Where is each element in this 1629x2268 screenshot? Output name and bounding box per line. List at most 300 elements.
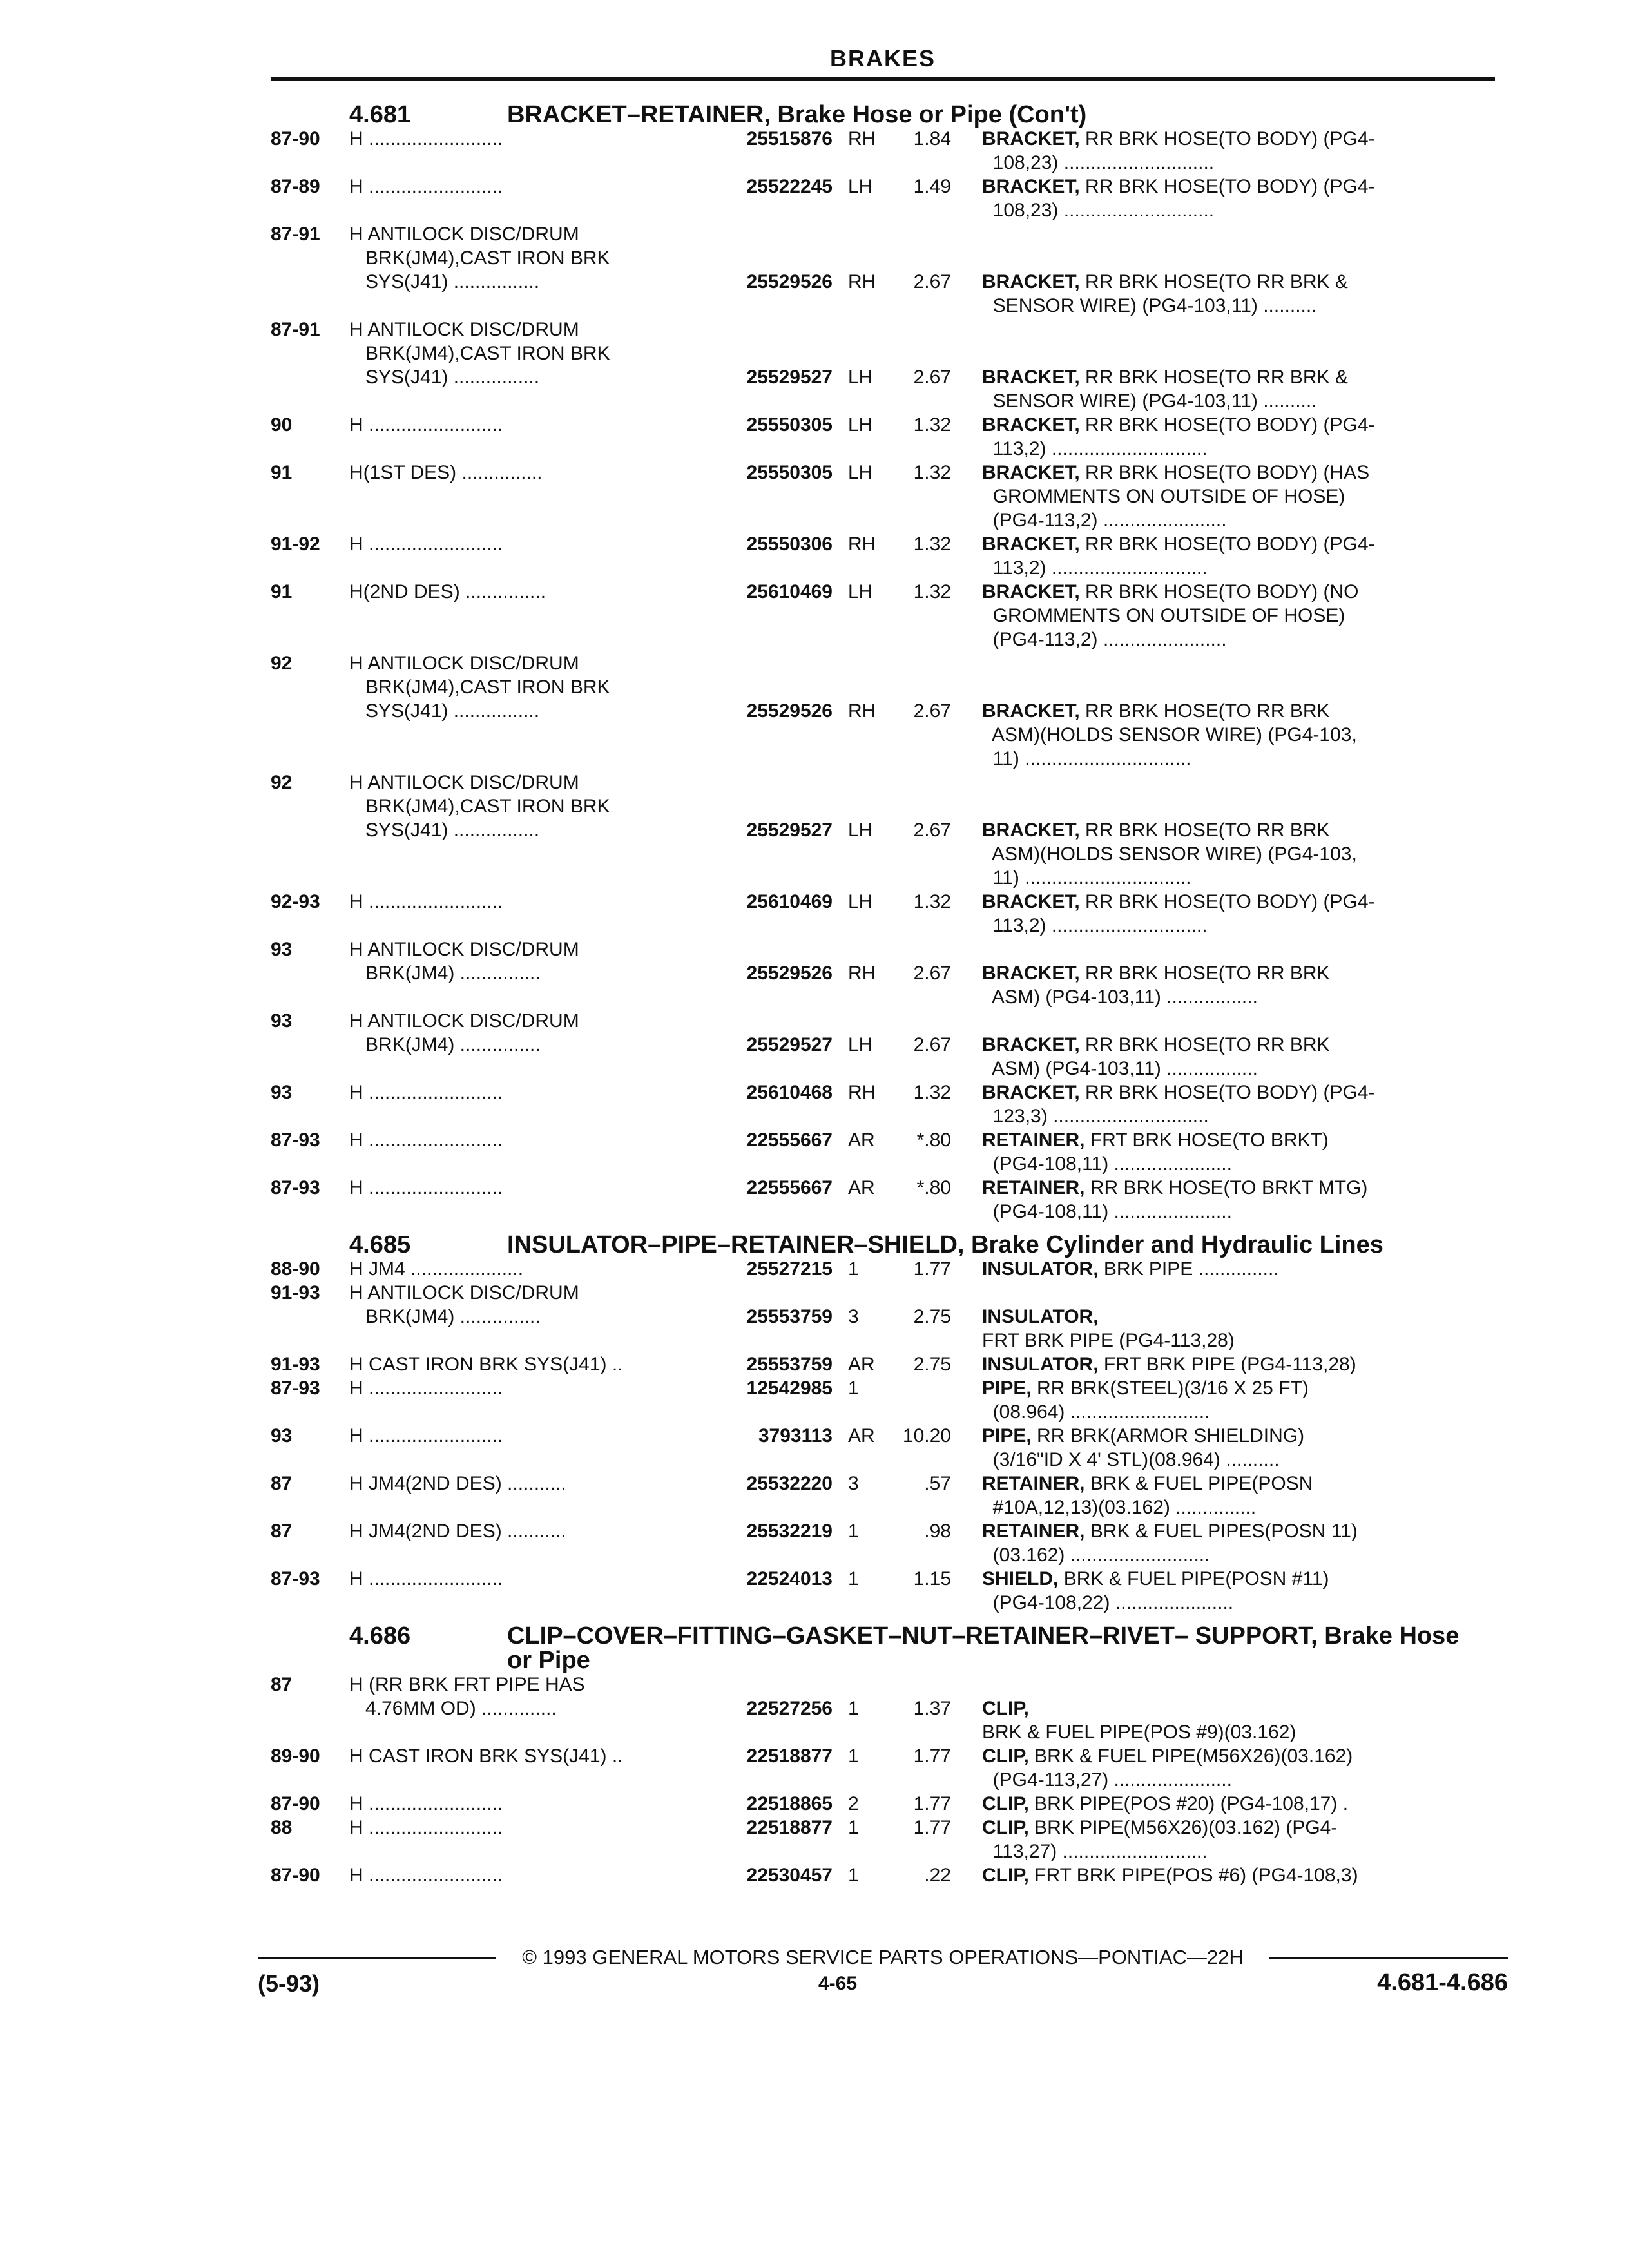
part-name-line: ASM)(HOLDS SENSOR WIRE) (PG4-103, — [982, 724, 1357, 745]
part-number: 22518865 — [746, 1793, 833, 1814]
quantity: LH — [848, 820, 873, 841]
part-name-text: BRK PIPE(POS #20) (PG4-108,17) . — [1034, 1793, 1349, 1814]
part-name-text: RR BRK(ARMOR SHIELDING) — [1037, 1425, 1305, 1446]
part-name-description — [951, 1519, 1452, 1567]
part-name-line — [982, 1472, 1452, 1495]
part-row — [271, 1792, 1495, 1816]
description-line: H ......................... — [349, 533, 503, 555]
quantity: LH — [848, 462, 873, 483]
part-number: 25610469 — [746, 891, 833, 912]
model-years: 91 — [271, 462, 293, 483]
footer-rule-right — [1269, 1957, 1508, 1959]
description-line: 4.76MM OD) .............. — [349, 1698, 557, 1719]
description-line: H ANTILOCK DISC/DRUM — [349, 939, 579, 960]
section-heading — [271, 102, 1495, 127]
model-years: 92 — [271, 653, 293, 674]
application-description — [349, 1816, 715, 1840]
part-name-text: RR BRK HOSE(TO BODY) (PG4- — [1085, 414, 1375, 436]
part-row — [271, 1281, 1495, 1352]
part-name-description — [951, 365, 1452, 413]
description-line: H ......................... — [349, 1817, 503, 1838]
part-name-line — [982, 1305, 1452, 1329]
part-name-lead: BRACKET, — [982, 462, 1080, 483]
application-description — [349, 1176, 715, 1200]
part-row — [271, 1128, 1495, 1176]
description-line: H ......................... — [349, 1425, 503, 1446]
part-row — [271, 651, 1495, 771]
model-years: 91 — [271, 581, 293, 602]
part-row — [271, 1472, 1495, 1519]
part-name-description — [951, 270, 1452, 318]
part-name-line: (PG4-108,22) ...................... — [982, 1592, 1234, 1613]
part-name-line: (PG4-113,2) ....................... — [982, 629, 1227, 650]
model-years: 87-91 — [271, 319, 320, 340]
part-row — [271, 1567, 1495, 1615]
description-line: H ANTILOCK DISC/DRUM — [349, 1282, 579, 1303]
part-number: 22518877 — [746, 1745, 833, 1767]
part-row — [271, 222, 1495, 318]
part-name-line: ASM) (PG4-103,11) ................. — [982, 986, 1258, 1008]
header-rule — [271, 77, 1495, 81]
price: 2.67 — [913, 963, 951, 984]
application-description — [349, 1567, 715, 1591]
price: 2.75 — [913, 1306, 951, 1327]
application-description — [349, 771, 715, 842]
quantity: AR — [848, 1177, 875, 1198]
part-name-text: BRK & FUEL PIPE(M56X26)(03.162) — [1034, 1745, 1353, 1767]
part-number: 25529526 — [746, 700, 833, 722]
footer-rule-left — [258, 1957, 496, 1959]
part-name-lead: BRACKET, — [982, 271, 1080, 293]
part-name-line: 113,2) ............................. — [982, 438, 1208, 459]
price: 1.77 — [913, 1258, 951, 1280]
part-name-description — [951, 1744, 1452, 1792]
part-name-text: RR BRK HOSE(TO RR BRK & — [1085, 271, 1348, 293]
application-description — [349, 1376, 715, 1400]
part-name-line — [982, 461, 1452, 485]
part-name-line — [982, 1744, 1452, 1768]
part-name-text: FRT BRK HOSE(TO BRKT) — [1090, 1129, 1329, 1151]
part-name-line: FRT BRK PIPE (PG4-113,28) — [982, 1330, 1235, 1351]
part-name-lead: BRACKET, — [982, 533, 1080, 555]
description-line: H ANTILOCK DISC/DRUM — [349, 224, 579, 245]
part-row — [271, 461, 1495, 532]
description-line: H JM4(2ND DES) ........... — [349, 1473, 566, 1494]
description-line: BRK(JM4) ............... — [349, 1034, 541, 1055]
price: 1.32 — [913, 891, 951, 912]
part-name-lead: PIPE, — [982, 1425, 1032, 1446]
part-name-description — [951, 890, 1452, 937]
price: 2.67 — [913, 820, 951, 841]
quantity: 1 — [848, 1521, 859, 1542]
part-name-lead: INSULATOR, — [982, 1258, 1099, 1280]
part-name-text: RR BRK HOSE(TO BODY) (PG4- — [1085, 128, 1375, 149]
part-name-line — [982, 1863, 1452, 1887]
part-name-description — [951, 1257, 1452, 1281]
description-line: H ......................... — [349, 128, 503, 149]
model-years: 87-93 — [271, 1129, 320, 1151]
quantity: LH — [848, 891, 873, 912]
part-name-description — [951, 1352, 1452, 1376]
application-description — [349, 651, 715, 723]
parts-catalog-content — [271, 93, 1495, 1887]
description-line: H CAST IRON BRK SYS(J41) .. — [349, 1354, 623, 1375]
price: *.80 — [916, 1129, 951, 1151]
footer-date: (5-93) — [258, 1970, 320, 1997]
part-name-description — [951, 175, 1452, 222]
quantity: AR — [848, 1425, 875, 1446]
part-name-description — [951, 1816, 1452, 1863]
price: 1.32 — [913, 581, 951, 602]
part-number: 22530457 — [746, 1865, 833, 1886]
application-description — [349, 1792, 715, 1816]
part-name-description — [951, 532, 1452, 580]
part-row — [271, 413, 1495, 461]
part-name-description — [951, 580, 1452, 651]
part-name-lead: CLIP, — [982, 1793, 1029, 1814]
part-row — [271, 1009, 1495, 1081]
part-name-lead: BRACKET, — [982, 963, 1080, 984]
part-name-description — [951, 127, 1452, 175]
price: 1.77 — [913, 1817, 951, 1838]
part-name-lead: RETAINER, — [982, 1473, 1085, 1494]
price: 1.84 — [913, 128, 951, 149]
part-name-line — [982, 699, 1452, 723]
part-name-line: 113,2) ............................. — [982, 915, 1208, 936]
description-line: H CAST IRON BRK SYS(J41) .. — [349, 1745, 623, 1767]
part-name-line: SENSOR WIRE) (PG4-103,11) .......... — [982, 295, 1317, 316]
part-name-line: BRK & FUEL PIPE(POS #9)(03.162) — [982, 1722, 1296, 1743]
price: 1.77 — [913, 1745, 951, 1767]
price: 1.32 — [913, 462, 951, 483]
model-years: 92 — [271, 772, 293, 793]
application-description — [349, 1472, 715, 1495]
footer-section-range: 4.681-4.686 — [1377, 1969, 1508, 1996]
model-years: 92-93 — [271, 891, 320, 912]
description-line: BRK(JM4) ............... — [349, 1306, 541, 1327]
model-years: 93 — [271, 1425, 293, 1446]
price: 2.75 — [913, 1354, 951, 1375]
model-years: 87 — [271, 1473, 293, 1494]
part-name-line — [982, 1033, 1452, 1057]
part-name-text: RR BRK HOSE(TO BODY) (PG4- — [1085, 1082, 1375, 1103]
model-years: 87-90 — [271, 1793, 320, 1814]
part-row — [271, 937, 1495, 1009]
model-years: 87-93 — [271, 1177, 320, 1198]
application-description — [349, 1081, 715, 1104]
quantity: LH — [848, 414, 873, 436]
description-line: H ......................... — [349, 1378, 503, 1399]
part-name-line: 108,23) ............................ — [982, 152, 1215, 173]
part-number: 25610468 — [746, 1082, 833, 1103]
model-years: 93 — [271, 1082, 293, 1103]
model-years: 88 — [271, 1817, 293, 1838]
part-name-text: RR BRK HOSE(TO RR BRK — [1085, 1034, 1330, 1055]
part-name-lead: BRACKET, — [982, 700, 1080, 722]
application-description — [349, 127, 715, 151]
model-years: 87-91 — [271, 224, 320, 245]
application-description — [349, 1863, 715, 1887]
part-row — [271, 175, 1495, 222]
part-number: 22524013 — [746, 1568, 833, 1590]
price: 1.37 — [913, 1698, 951, 1719]
model-years: 91-92 — [271, 533, 320, 555]
part-name-line: (PG4-108,11) ...................... — [982, 1201, 1232, 1222]
part-name-line: 123,3) ............................. — [982, 1106, 1209, 1127]
part-name-lead: CLIP, — [982, 1698, 1029, 1719]
part-name-description — [951, 1176, 1452, 1224]
price: 2.67 — [913, 1034, 951, 1055]
part-row — [271, 1257, 1495, 1281]
model-years: 89-90 — [271, 1745, 320, 1767]
part-name-lead: RETAINER, — [982, 1129, 1085, 1151]
part-name-text: RR BRK HOSE(TO BODY) (PG4- — [1085, 176, 1375, 197]
quantity: LH — [848, 581, 873, 602]
part-name-line: (PG4-108,11) ...................... — [982, 1153, 1232, 1175]
application-description — [349, 222, 715, 294]
description-line: H ......................... — [349, 891, 503, 912]
part-name-line: ASM)(HOLDS SENSOR WIRE) (PG4-103, — [982, 843, 1357, 865]
quantity: 1 — [848, 1378, 859, 1399]
application-description — [349, 1744, 715, 1768]
part-name-line — [982, 890, 1452, 914]
part-name-lead: BRACKET, — [982, 1082, 1080, 1103]
quantity: LH — [848, 1034, 873, 1055]
part-name-line: GROMMENTS ON OUTSIDE OF HOSE) — [982, 605, 1345, 626]
part-name-description — [951, 818, 1452, 890]
description-line: H ......................... — [349, 1177, 503, 1198]
part-name-lead: BRACKET, — [982, 128, 1080, 149]
application-description — [349, 890, 715, 914]
description-line: H ANTILOCK DISC/DRUM — [349, 319, 579, 340]
part-name-text: RR BRK HOSE(TO RR BRK — [1085, 963, 1330, 984]
part-name-text: RR BRK HOSE(TO BODY) (NO — [1085, 581, 1359, 602]
quantity: RH — [848, 533, 876, 555]
part-name-line — [982, 1696, 1452, 1720]
part-row — [271, 532, 1495, 580]
model-years: 87-90 — [271, 128, 320, 149]
part-number: 25550305 — [746, 462, 833, 483]
application-description — [349, 461, 715, 485]
part-name-line — [982, 1352, 1452, 1376]
part-name-line — [982, 1128, 1452, 1152]
part-name-text: RR BRK HOSE(TO RR BRK — [1085, 820, 1330, 841]
price: 2.67 — [913, 700, 951, 722]
part-name-text: RR BRK(STEEL)(3/16 X 25 FT) — [1037, 1378, 1309, 1399]
quantity: 1 — [848, 1745, 859, 1767]
description-line: SYS(J41) ................ — [349, 367, 540, 388]
application-description — [349, 580, 715, 604]
part-number: 25532220 — [746, 1473, 833, 1494]
model-years: 87-89 — [271, 176, 320, 197]
part-name-line — [982, 961, 1452, 985]
part-name-line — [982, 1081, 1452, 1104]
part-number: 22518877 — [746, 1817, 833, 1838]
part-name-text: FRT BRK PIPE(POS #6) (PG4-108,3) — [1034, 1865, 1358, 1886]
section-number: 4.686 — [349, 1622, 411, 1649]
part-row — [271, 1816, 1495, 1863]
price: .98 — [924, 1521, 951, 1542]
part-name-description — [951, 1376, 1452, 1424]
part-name-line: 113,27) ........................... — [982, 1841, 1208, 1862]
description-line: H JM4(2ND DES) ........... — [349, 1521, 566, 1542]
part-name-line: 113,2) ............................. — [982, 557, 1208, 579]
part-name-line — [982, 1424, 1452, 1448]
part-name-lead: CLIP, — [982, 1865, 1029, 1886]
part-number: 25529526 — [746, 271, 833, 293]
quantity: RH — [848, 128, 876, 149]
part-name-line: (PG4-113,2) ....................... — [982, 510, 1227, 531]
part-number: 25527215 — [746, 1258, 833, 1280]
description-line: SYS(J41) ................ — [349, 700, 540, 722]
description-line: H (RR BRK FRT PIPE HAS — [349, 1674, 585, 1695]
model-years: 87 — [271, 1674, 293, 1695]
part-number: 22555667 — [746, 1129, 833, 1151]
part-name-lead: RETAINER, — [982, 1521, 1085, 1542]
section-title: INSULATOR–PIPE–RETAINER–SHIELD, Brake Cylinder and Hydraulic Lines — [507, 1231, 1383, 1258]
part-name-line — [982, 1176, 1452, 1200]
part-name-description — [951, 1128, 1452, 1176]
part-name-line — [982, 818, 1452, 842]
quantity: 1 — [848, 1568, 859, 1590]
part-number: 12542985 — [746, 1378, 833, 1399]
part-name-line — [982, 1519, 1452, 1543]
part-name-description — [951, 699, 1452, 771]
quantity: RH — [848, 1082, 876, 1103]
part-name-line — [982, 127, 1452, 151]
description-line: H ......................... — [349, 176, 503, 197]
application-description — [349, 532, 715, 556]
description-line: H ......................... — [349, 1568, 503, 1590]
price: 1.32 — [913, 533, 951, 555]
description-line: H JM4 ..................... — [349, 1258, 524, 1280]
part-name-text: RR BRK HOSE(TO BODY) (HAS — [1085, 462, 1370, 483]
part-number: 25515876 — [746, 128, 833, 149]
part-name-lead: BRACKET, — [982, 820, 1080, 841]
part-name-lead: BRACKET, — [982, 891, 1080, 912]
footer-page-number: 4-65 — [818, 1973, 858, 1994]
part-number: 25529527 — [746, 820, 833, 841]
part-number: 3793113 — [758, 1425, 833, 1446]
description-line: H ANTILOCK DISC/DRUM — [349, 653, 579, 674]
model-years: 90 — [271, 414, 293, 436]
part-name-line: 11) ............................... — [982, 748, 1191, 769]
section-title: CLIP–COVER–FITTING–GASKET–NUT–RETAINER–RIVET– SUPPORT, Brake Hose or Pipe — [507, 1622, 1460, 1674]
part-name-text: BRK & FUEL PIPE(POSN #11) — [1063, 1568, 1329, 1590]
part-name-description — [951, 1305, 1452, 1352]
part-row — [271, 1376, 1495, 1424]
application-description — [349, 413, 715, 437]
description-line: H ......................... — [349, 1865, 503, 1886]
model-years: 91-93 — [271, 1282, 320, 1303]
part-name-lead: BRACKET, — [982, 367, 1080, 388]
description-line: BRK(JM4),CAST IRON BRK — [349, 677, 610, 698]
part-row — [271, 1424, 1495, 1472]
part-name-lead: RETAINER, — [982, 1177, 1085, 1198]
part-name-text: RR BRK HOSE(TO RR BRK — [1085, 700, 1330, 722]
part-name-lead: BRACKET, — [982, 581, 1080, 602]
quantity: LH — [848, 176, 873, 197]
part-row — [271, 1744, 1495, 1792]
part-name-line — [982, 1257, 1452, 1281]
part-name-description — [951, 961, 1452, 1009]
part-name-description — [951, 1792, 1452, 1816]
application-description — [349, 1519, 715, 1543]
model-years: 93 — [271, 939, 293, 960]
model-years: 93 — [271, 1010, 293, 1032]
description-line: H ......................... — [349, 414, 503, 436]
part-row — [271, 1673, 1495, 1744]
model-years: 88-90 — [271, 1258, 320, 1280]
part-number: 22555667 — [746, 1177, 833, 1198]
part-name-description — [951, 461, 1452, 532]
part-name-line — [982, 365, 1452, 389]
model-years: 87 — [271, 1521, 293, 1542]
part-name-text: RR BRK HOSE(TO BODY) (PG4- — [1085, 533, 1375, 555]
description-line: BRK(JM4),CAST IRON BRK — [349, 796, 610, 817]
quantity: 1 — [848, 1698, 859, 1719]
model-years: 87-93 — [271, 1378, 320, 1399]
part-number: 22527256 — [746, 1698, 833, 1719]
footer-copyright: © 1993 GENERAL MOTORS SERVICE PARTS OPERATIONS—PONTIAC—22H — [522, 1946, 1244, 1968]
part-name-text: BRK PIPE(M56X26)(03.162) (PG4- — [1034, 1817, 1338, 1838]
part-name-text: RR BRK HOSE(TO RR BRK & — [1085, 367, 1348, 388]
price: 1.32 — [913, 414, 951, 436]
part-name-description — [951, 1472, 1452, 1519]
part-name-description — [951, 1081, 1452, 1128]
part-name-lead: BRACKET, — [982, 414, 1080, 436]
part-name-line — [982, 175, 1452, 198]
part-row — [271, 1081, 1495, 1128]
part-number: 25550306 — [746, 533, 833, 555]
part-name-line — [982, 1376, 1452, 1400]
description-line: H ......................... — [349, 1793, 503, 1814]
part-row — [271, 1863, 1495, 1887]
quantity: 3 — [848, 1473, 859, 1494]
part-name-description — [951, 1033, 1452, 1081]
price: 1.77 — [913, 1793, 951, 1814]
section-number: 4.681 — [349, 101, 411, 128]
application-description — [349, 1424, 715, 1448]
quantity: 1 — [848, 1865, 859, 1886]
part-name-description — [951, 413, 1452, 461]
description-line: BRK(JM4),CAST IRON BRK — [349, 343, 610, 364]
section-number: 4.685 — [349, 1231, 411, 1258]
part-name-description — [951, 1567, 1452, 1615]
quantity: 3 — [848, 1306, 859, 1327]
quantity: 1 — [848, 1258, 859, 1280]
price: *.80 — [916, 1177, 951, 1198]
part-name-line: GROMMENTS ON OUTSIDE OF HOSE) — [982, 486, 1345, 507]
part-row — [271, 318, 1495, 413]
part-name-description — [951, 1424, 1452, 1472]
part-name-lead: INSULATOR, — [982, 1354, 1099, 1375]
part-name-line: #10A,12,13)(03.162) ............... — [982, 1497, 1257, 1518]
part-name-lead: BRACKET, — [982, 1034, 1080, 1055]
quantity: AR — [848, 1354, 875, 1375]
quantity: 1 — [848, 1817, 859, 1838]
price: 2.67 — [913, 367, 951, 388]
part-name-text: BRK & FUEL PIPE(POSN — [1090, 1473, 1313, 1494]
part-name-lead: CLIP, — [982, 1745, 1029, 1767]
part-row — [271, 771, 1495, 890]
model-years: 87-90 — [271, 1865, 320, 1886]
part-name-text: RR BRK HOSE(TO BODY) (PG4- — [1085, 891, 1375, 912]
part-number: 25553759 — [746, 1306, 833, 1327]
part-name-line: 11) ............................... — [982, 867, 1191, 889]
part-name-description — [951, 1863, 1452, 1887]
description-line: SYS(J41) ................ — [349, 820, 540, 841]
